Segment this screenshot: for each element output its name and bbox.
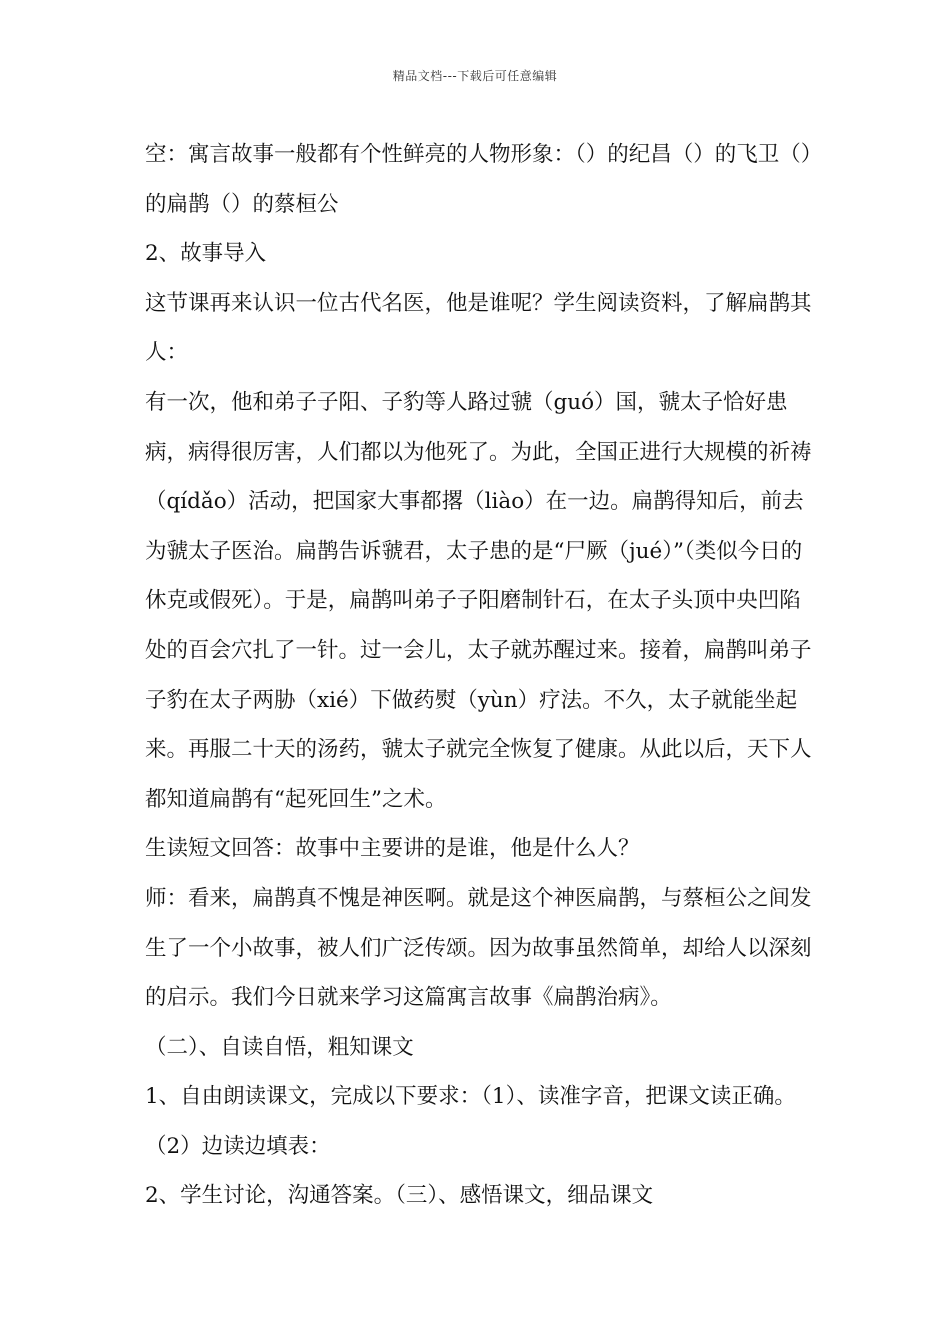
heading-story-intro: 2、故事导入 xyxy=(145,241,267,267)
paragraph-task-one: 1、自由朗读课文，完成以下要求：（1）、读准字音，把课文读正确。（2）边读边填表： xyxy=(145,1084,796,1159)
paragraph-teacher: 师：看来，扁鹊真不愧是神医啊。就是这个神医扁鹊，与蔡桓公之间发生了一个小故事，被人们广泛传颂。因为故事虽然简单，却给人以深刻的启示。我们今日就来学习这篇寓言故事《扁鹊治病》。 xyxy=(145,885,812,1011)
paragraph-task-two: 2、学生讨论，沟通答案。（三）、感悟课文，细品课文 xyxy=(145,1183,654,1209)
paragraph-intro: 这节课再来认识一位古代名医，他是谁呢？学生阅读资料，了解扁鹊其人： xyxy=(145,290,812,366)
document-body xyxy=(145,130,815,1221)
paragraph-story: 有一次，他和弟子子阳、子豹等人路过虢（guó）国，虢太子恰好患病，病得很厉害，人们都以为他死了。为此，全国正进行大规模的祈祷（qídǎo）活动，把国家大事都撂（liào）在一边。扁鹊得知后，前去为虢太子医治。扁鹊告诉虢君，太子患的是“尸厥（jué）”（类似今日的休克或假死）。于是，扁鹊叫弟子子阳磨制针石，在太子头顶中央凹陷处的百会穴扎了一针。过一会儿，太子就苏醒过来。接着，扁鹊叫弟子子豹在太子两胁（xié）下做药熨（yùn）疗法。不久，太子就能坐起来。再服二十天的汤药，虢太子就完全恢复了健康。从此以后，天下人都知道扁鹊有“起死回生”之术。 xyxy=(145,389,812,812)
paragraph-question: 生读短文回答：故事中主要讲的是谁，他是什么人？ xyxy=(145,836,640,862)
heading-section-two: （二）、自读自悟，粗知课文 xyxy=(145,1034,414,1060)
page-header: 精品文档---下载后可任意编辑 xyxy=(392,69,558,83)
paragraph-blanks: 空：寓言故事一般都有个性鲜亮的人物形象：（）的纪昌（）的飞卫（）的扁鹊（）的蔡桓公 xyxy=(145,142,812,217)
